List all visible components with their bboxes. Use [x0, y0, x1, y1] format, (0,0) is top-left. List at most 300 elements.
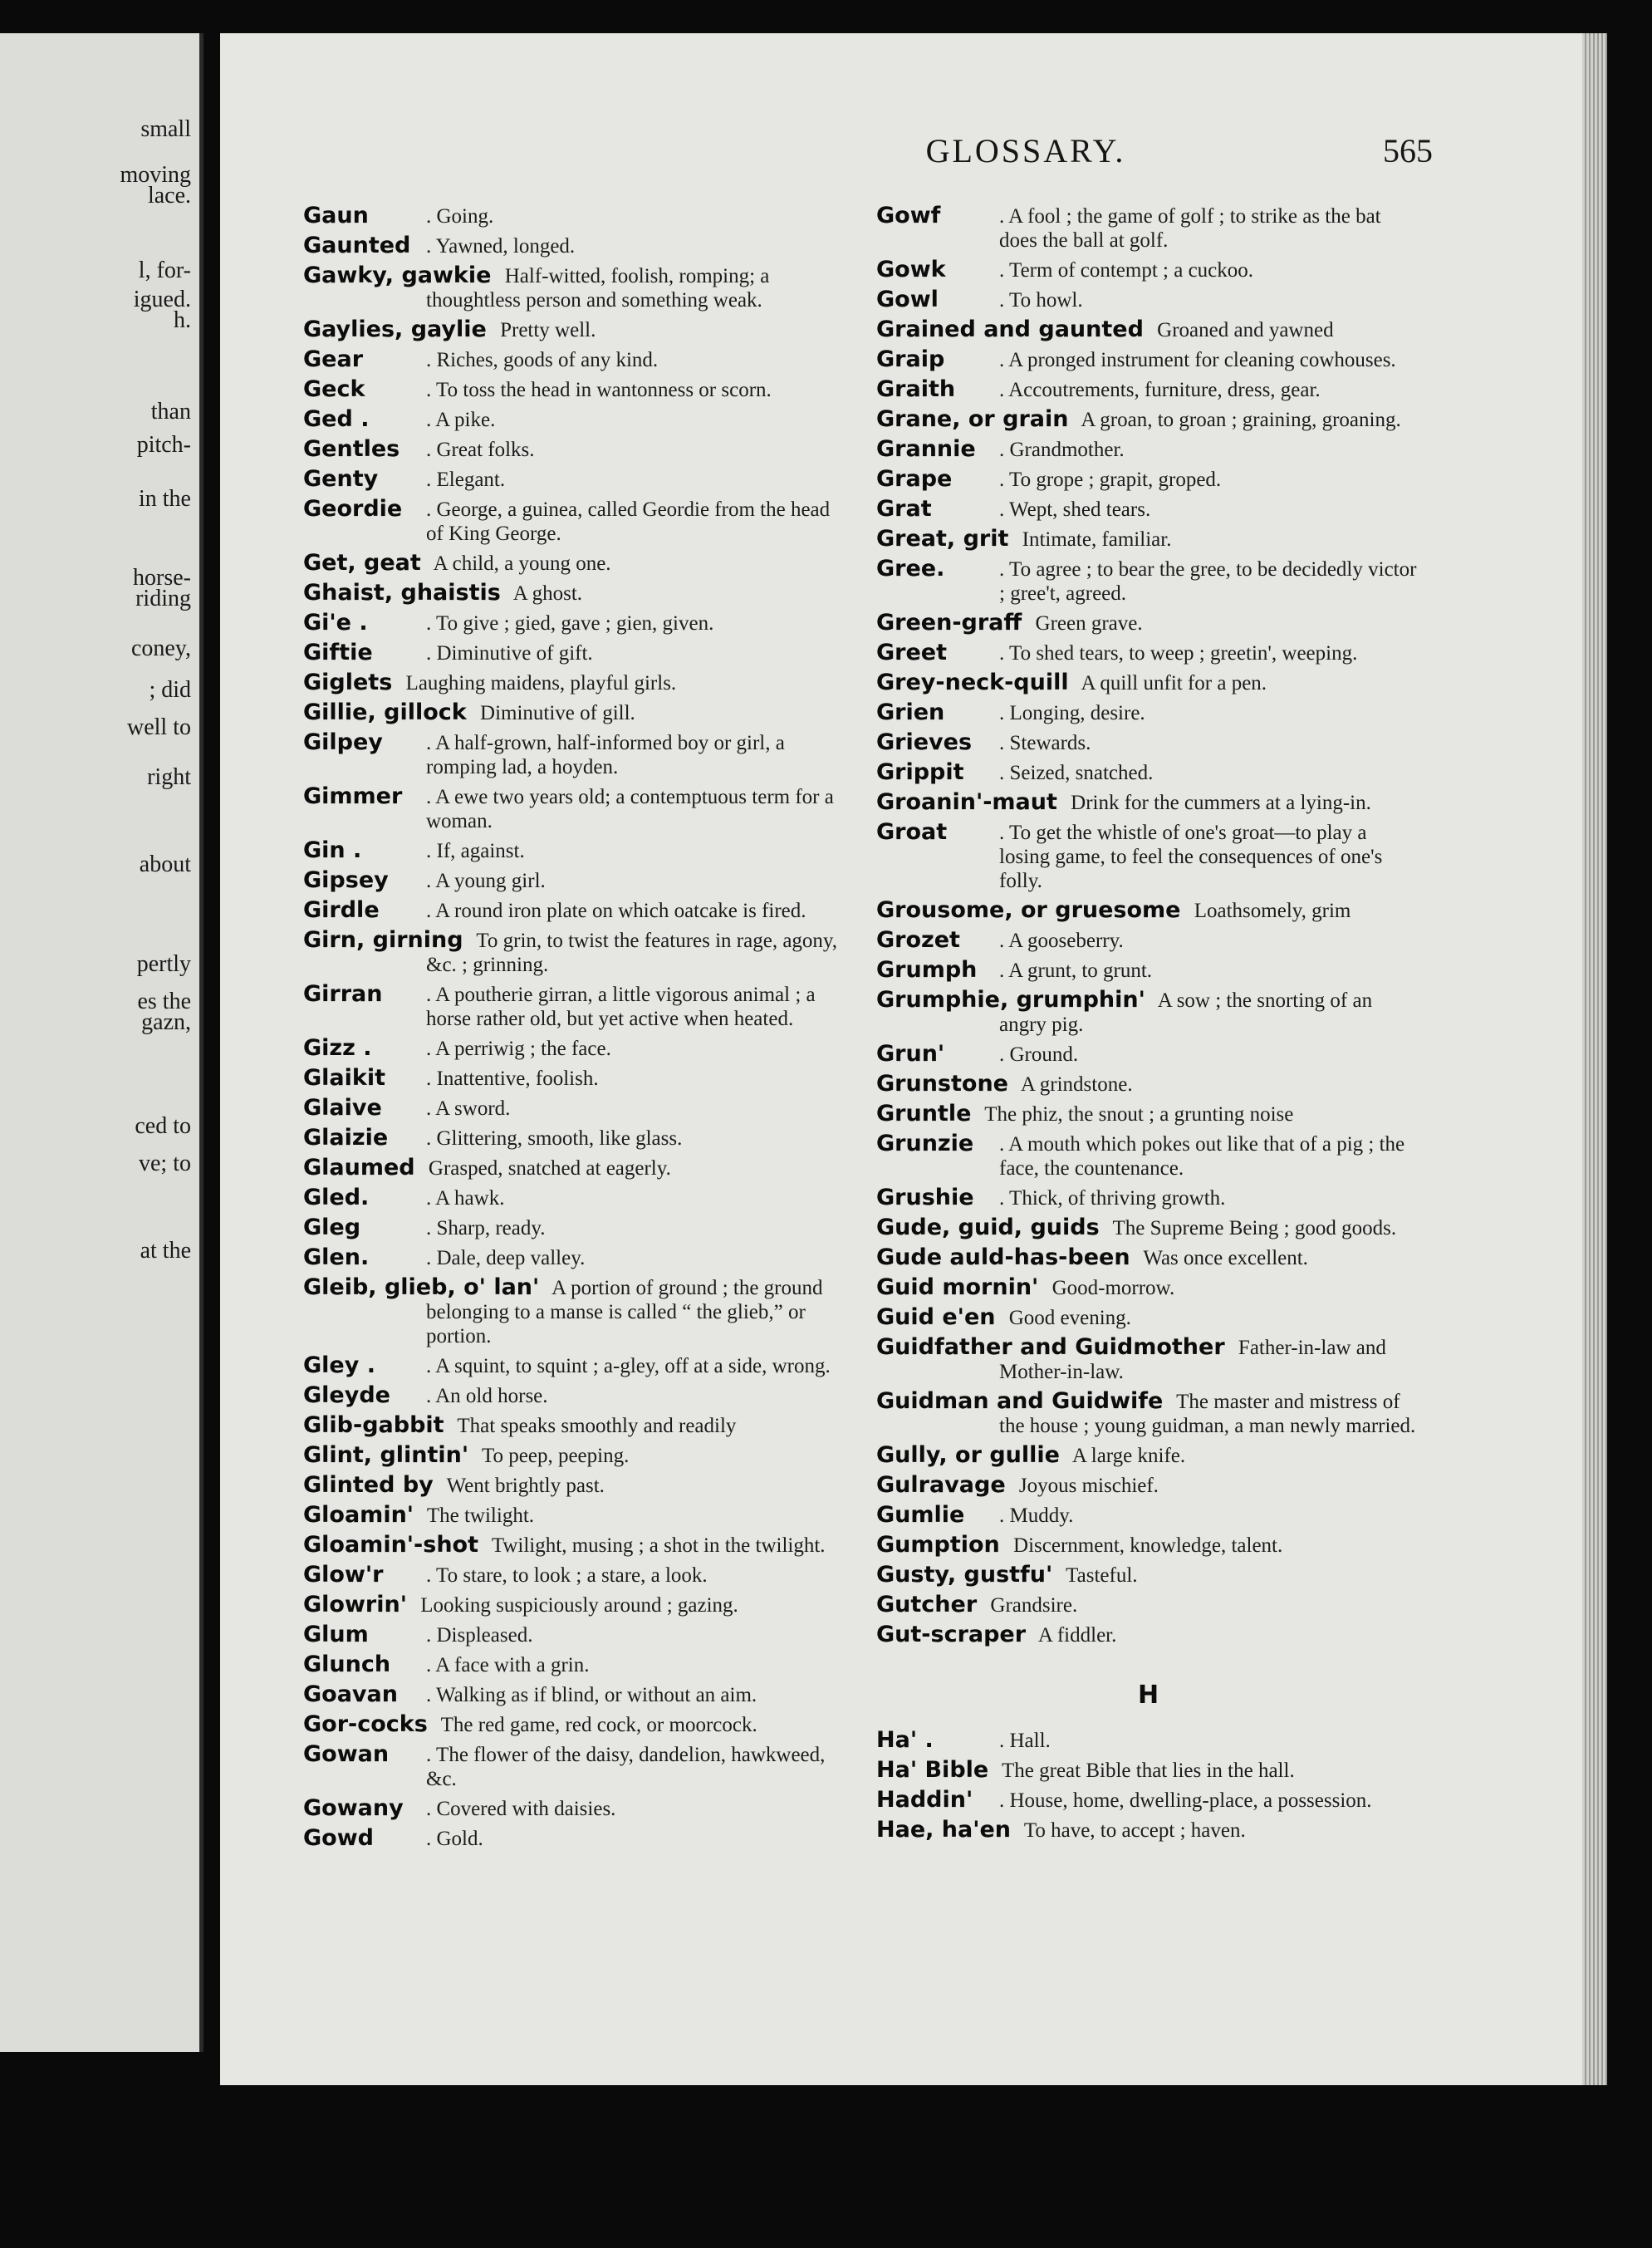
entry-headword: Grushie	[876, 1185, 974, 1210]
entry-headword: Graith	[876, 376, 956, 402]
facing-page-fragment: l, for-	[138, 258, 191, 283]
entry-headword: Grieves	[876, 729, 973, 755]
entry-headword: Glunch	[303, 1652, 391, 1677]
entry-headword: Gowf	[876, 203, 941, 228]
glossary-entry	[876, 1818, 1420, 1843]
glossary-entry	[303, 898, 847, 923]
glossary-entry	[876, 317, 1420, 342]
facing-page-fragment: about	[139, 852, 191, 877]
entry-definition: . Grandmother.	[999, 439, 1125, 461]
glossary-entry	[876, 437, 1420, 462]
entry-headword: Gloamin'	[303, 1502, 414, 1528]
entry-definition: . To grope ; grapit, groped.	[999, 469, 1222, 491]
glossary-entry	[303, 1275, 847, 1348]
entry-headword: Gowan	[303, 1741, 390, 1767]
glossary-entry	[303, 437, 847, 462]
entry-headword: Gleg	[303, 1215, 361, 1240]
entry-headword: Glowrin'	[303, 1592, 407, 1617]
entry-definition: . A mouth which pokes out like that of a pig ; the face, the countenance.	[999, 1133, 1405, 1180]
entry-definition: . Seized, snatched.	[999, 762, 1154, 784]
glossary-entry	[876, 611, 1420, 636]
entry-headword: Grunstone	[876, 1071, 1008, 1097]
entry-definition: . Sharp, ready.	[426, 1217, 546, 1239]
page-stack-edge	[1582, 33, 1607, 2085]
glossary-entry	[876, 760, 1420, 785]
glossary-entry	[876, 730, 1420, 755]
entry-headword: Grien	[876, 699, 945, 725]
glossary-entry	[876, 820, 1420, 893]
glossary-entry	[303, 347, 847, 372]
entry-headword: Grane, or grain	[876, 406, 1069, 432]
entry-definition: The twilight.	[422, 1504, 535, 1527]
entry-definition: . To agree ; to bear the gree, to be decidedly victor ; gree't, agreed.	[999, 558, 1417, 605]
entry-definition: . Diminutive of gift.	[426, 642, 593, 665]
entry-definition: . Hall.	[999, 1730, 1051, 1752]
entry-definition: The red game, red cock, or moorcock.	[435, 1714, 757, 1736]
entry-headword: Gizz .	[303, 1035, 372, 1061]
entry-headword: Girdle	[303, 897, 380, 923]
entry-definition: A ghost.	[508, 582, 583, 605]
entry-headword: Gleyde	[303, 1382, 390, 1408]
entry-headword: Gude auld-has-been	[876, 1244, 1130, 1270]
entry-definition: Discernment, knowledge, talent.	[1007, 1534, 1283, 1557]
entry-headword: Groat	[876, 819, 948, 845]
entry-definition: . To get the whistle of one's groat—to play a losing game, to feel the consequences of one's folly.	[999, 822, 1383, 892]
entry-definition: Laughing maidens, playful girls.	[400, 672, 677, 695]
entry-headword: Gipsey	[303, 867, 389, 893]
glossary-entry	[876, 1593, 1420, 1617]
entry-headword: Grun'	[876, 1041, 945, 1067]
glossary-entry	[303, 868, 847, 893]
entry-definition: A child, a young one.	[429, 552, 611, 575]
glossary-entry	[303, 611, 847, 636]
entry-headword: Guid mornin'	[876, 1274, 1039, 1300]
entry-definition: A sow ; the snorting of an angry pig.	[999, 989, 1373, 1036]
entry-headword: Grunzie	[876, 1131, 974, 1156]
glossary-entry	[876, 1245, 1420, 1270]
glossary-entry	[876, 258, 1420, 282]
glossary-entry	[303, 1826, 847, 1851]
glossary-entry	[876, 898, 1420, 923]
glossary-entry	[876, 1473, 1420, 1498]
glossary-entry	[876, 1563, 1420, 1588]
entry-headword: Girran	[303, 981, 383, 1007]
entry-definition: . To howl.	[999, 289, 1083, 312]
entry-definition: . A fool ; the game of golf ; to strike as the bat does the ball at golf.	[999, 205, 1381, 252]
entry-headword: Grippit	[876, 759, 964, 785]
facing-page-fragment: ced to	[135, 1113, 191, 1139]
entry-headword: Gut-scraper	[876, 1622, 1027, 1647]
glossary-entry	[303, 1126, 847, 1151]
glossary-page	[220, 33, 1599, 2085]
entry-headword: Geck	[303, 376, 365, 402]
entry-definition: Grasped, snatched at eagerly.	[423, 1157, 671, 1180]
facing-page-fragment: pitch-	[136, 432, 191, 458]
entry-definition: A quill unfit for a pen.	[1076, 672, 1267, 695]
entry-definition: . Covered with daisies.	[426, 1798, 616, 1820]
glossary-entry	[303, 263, 847, 312]
entry-definition: Diminutive of gill.	[474, 702, 635, 724]
facing-page-fragment: ve; to	[139, 1151, 191, 1176]
entry-definition: Grandsire.	[985, 1594, 1078, 1617]
entry-definition: Joyous mischief.	[1013, 1475, 1159, 1497]
facing-page-fragment: riding	[135, 586, 191, 611]
glossary-entry	[876, 1622, 1420, 1647]
facing-page-fragment: than	[150, 399, 191, 425]
entry-definition: . A young girl.	[426, 870, 546, 892]
entry-definition: . A sword.	[426, 1097, 511, 1120]
glossary-entry	[876, 1185, 1420, 1210]
entry-headword: Gumption	[876, 1532, 1000, 1558]
entry-headword: Grannie	[876, 436, 976, 462]
entry-definition: . Great folks.	[426, 439, 535, 461]
facing-page-fragment: h.	[174, 307, 191, 333]
facing-page-fragment: small	[140, 116, 191, 142]
entry-definition: That speaks smoothly and readily	[452, 1415, 737, 1437]
glossary-entry	[303, 838, 847, 863]
glossary-entry	[303, 1383, 847, 1408]
entry-definition: Good evening.	[1003, 1307, 1131, 1329]
entry-definition: Green grave.	[1030, 612, 1143, 635]
facing-page-fragment: lace.	[147, 183, 191, 209]
entry-headword: Glaizie	[303, 1125, 389, 1151]
glossary-entry	[303, 730, 847, 779]
entry-definition: . Thick, of thriving growth.	[999, 1187, 1226, 1210]
entry-headword: Haddin'	[876, 1787, 973, 1813]
glossary-entry	[876, 1102, 1420, 1126]
facing-page-fragment: es the	[137, 989, 191, 1014]
entry-definition: . A pronged instrument for cleaning cowhouses.	[999, 349, 1396, 371]
entry-headword: Get, geat	[303, 550, 421, 576]
entry-definition: . To toss the head in wantonness or scorn.	[426, 379, 772, 401]
glossary-entry	[303, 233, 847, 258]
entry-headword: Grumphie, grumphin'	[876, 987, 1145, 1013]
entry-headword: Gi'e .	[303, 610, 368, 636]
glossary-entry	[303, 1443, 847, 1468]
facing-page-edge	[0, 33, 203, 2052]
entry-definition: Half-witted, foolish, romping; a thoughtless person and something weak.	[426, 265, 770, 312]
glossary-entry	[876, 377, 1420, 402]
glossary-entry	[876, 1728, 1420, 1753]
entry-definition: . A pike.	[426, 409, 496, 431]
entry-definition: Looking suspiciously around ; gazing.	[414, 1594, 738, 1617]
glossary-entry	[876, 1443, 1420, 1468]
entry-headword: Ghaist, ghaistis	[303, 580, 501, 606]
entry-headword: Gin .	[303, 837, 362, 863]
glossary-column-left	[303, 204, 847, 1856]
entry-headword: Girn, girning	[303, 927, 463, 953]
entry-definition: The master and mistress of the house ; young guidman, a man newly married.	[999, 1391, 1416, 1437]
facing-page-fragment: in the	[139, 486, 191, 512]
entry-definition: . A perriwig ; the face.	[426, 1038, 611, 1060]
entry-headword: Grumph	[876, 957, 978, 983]
entry-definition: A fiddler.	[1034, 1624, 1117, 1647]
entry-definition: . Displeased.	[426, 1624, 533, 1647]
glossary-entry	[303, 641, 847, 665]
glossary-entry	[303, 784, 847, 833]
entry-definition: . A half-grown, half-informed boy or girl, a romping lad, a hoyden.	[426, 732, 785, 778]
entry-headword: Gulravage	[876, 1472, 1006, 1498]
glossary-entry	[876, 958, 1420, 983]
glossary-column-right	[876, 204, 1420, 1848]
glossary-entry	[303, 1353, 847, 1378]
entry-headword: Ha' Bible	[876, 1757, 989, 1783]
glossary-entry	[303, 407, 847, 432]
entry-definition: A grindstone.	[1016, 1073, 1133, 1096]
entry-headword: Glaumed	[303, 1155, 415, 1180]
glossary-entry	[876, 670, 1420, 695]
entry-headword: Groanin'-maut	[876, 789, 1057, 815]
entry-headword: Gaunted	[303, 233, 411, 258]
glossary-entry	[876, 467, 1420, 492]
entry-headword: Great, grit	[876, 526, 1009, 552]
entry-definition: Loathsomely, grim	[1189, 900, 1351, 922]
entry-headword: Glaive	[303, 1095, 382, 1121]
entry-headword: Giglets	[303, 670, 393, 695]
entry-definition: The great Bible that lies in the hall.	[997, 1760, 1295, 1782]
glossary-entry	[303, 1533, 847, 1558]
facing-page-fragment: horse-	[133, 565, 191, 591]
glossary-entry	[303, 1593, 847, 1617]
glossary-entry	[876, 1305, 1420, 1330]
entry-definition: . To give ; gied, gave ; gien, given.	[426, 612, 714, 635]
glossary-entry	[303, 1036, 847, 1061]
glossary-entry	[876, 1503, 1420, 1528]
entry-definition: The Supreme Being ; good goods.	[1107, 1217, 1397, 1239]
entry-headword: Green-graff	[876, 610, 1022, 636]
entry-headword: Gowd	[303, 1825, 374, 1851]
glossary-entry	[876, 928, 1420, 953]
entry-definition: Twilight, musing ; a shot in the twilight.	[487, 1534, 826, 1557]
glossary-entry	[303, 1215, 847, 1240]
entry-headword: Grozet	[876, 927, 960, 953]
entry-definition: . Accoutrements, furniture, dress, gear.	[999, 379, 1321, 401]
glossary-entry	[876, 287, 1420, 312]
glossary-entry	[876, 347, 1420, 372]
glossary-entry	[303, 928, 847, 977]
glossary-entry	[303, 1413, 847, 1438]
entry-headword: Gimmer	[303, 783, 403, 809]
glossary-entry	[303, 1622, 847, 1647]
entry-definition: . A round iron plate on which oatcake is fired.	[426, 900, 806, 922]
entry-headword: Goavan	[303, 1681, 398, 1707]
section-letter-heading: H	[1137, 1681, 1159, 1710]
glossary-entry	[303, 1096, 847, 1121]
glossary-entry	[303, 1503, 847, 1528]
entry-headword: Gude, guid, guids	[876, 1215, 1100, 1240]
entry-definition: . Inattentive, foolish.	[426, 1068, 599, 1090]
entry-headword: Glow'r	[303, 1562, 384, 1588]
entry-definition: . A poutherie girran, a little vigorous animal ; a horse rather old, but yet active when heated.	[426, 984, 816, 1030]
entry-definition: . Term of contempt ; a cuckoo.	[999, 259, 1254, 282]
entry-headword: Gilpey	[303, 729, 383, 755]
entry-definition: . Wept, shed tears.	[999, 498, 1151, 521]
glossary-entry	[303, 1796, 847, 1821]
entry-definition: Drink for the cummers at a lying-in.	[1065, 792, 1371, 814]
entry-definition: Went brightly past.	[441, 1475, 605, 1497]
entry-definition: To peep, peeping.	[477, 1445, 630, 1467]
facing-page-fragment: pertly	[136, 951, 191, 977]
glossary-entry	[303, 551, 847, 576]
page-title: GLOSSARY.	[925, 132, 1126, 169]
glossary-entry	[303, 1156, 847, 1180]
entry-headword: Gowany	[303, 1795, 404, 1821]
entry-definition: . Walking as if blind, or without an aim.	[426, 1684, 757, 1706]
glossary-entry	[303, 204, 847, 228]
glossary-entry	[303, 700, 847, 725]
entry-headword: Hae, ha'en	[876, 1817, 1012, 1843]
glossary-entry	[876, 1042, 1420, 1067]
entry-definition: . Dale, deep valley.	[426, 1247, 586, 1269]
glossary-entry	[303, 1742, 847, 1791]
glossary-entry	[876, 557, 1420, 606]
glossary-entry	[303, 982, 847, 1031]
glossary-entry	[876, 497, 1420, 522]
entry-definition: To grin, to twist the features in rage, agony, &c. ; grinning.	[426, 930, 838, 976]
entry-headword: Guidfather and Guidmother	[876, 1334, 1225, 1360]
entry-headword: Guidman and Guidwife	[876, 1388, 1164, 1414]
glossary-entry	[876, 1072, 1420, 1097]
entry-headword: Guid e'en	[876, 1304, 996, 1330]
entry-definition: The phiz, the snout ; a grunting noise	[979, 1103, 1294, 1126]
facing-page-fragment: moving	[120, 162, 191, 188]
entry-definition: . A face with a grin.	[426, 1654, 590, 1676]
entry-headword: Gley .	[303, 1352, 375, 1378]
glossary-entry	[876, 407, 1420, 432]
entry-definition: A portion of ground ; the ground belonging to a manse is called “ the glieb,” or portion.	[426, 1277, 823, 1347]
entry-headword: Genty	[303, 466, 379, 492]
entry-definition: . Muddy.	[999, 1504, 1074, 1527]
entry-definition: Groaned and yawned	[1151, 319, 1334, 341]
entry-headword: Grained and gaunted	[876, 317, 1144, 342]
glossary-entry	[876, 790, 1420, 815]
entry-definition: Was once excellent.	[1138, 1247, 1308, 1269]
entry-definition: . Ground.	[999, 1043, 1079, 1066]
facing-page-fragment: well to	[127, 714, 191, 740]
entry-headword: Gor-cocks	[303, 1711, 428, 1737]
entry-headword: Gillie, gillock	[303, 699, 467, 725]
glossary-entry	[876, 527, 1420, 552]
glossary-entry	[876, 1215, 1420, 1240]
entry-definition: Tasteful.	[1061, 1564, 1138, 1587]
glossary-entry	[303, 581, 847, 606]
facing-page-fragment: ; did	[149, 677, 191, 703]
entry-headword: Grousome, or gruesome	[876, 897, 1181, 923]
glossary-entry	[303, 1185, 847, 1210]
entry-headword: Glen.	[303, 1244, 370, 1270]
entry-definition: . Elegant.	[426, 469, 506, 491]
glossary-h-entries	[876, 1728, 1420, 1843]
entry-definition: . A gooseberry.	[999, 930, 1124, 952]
glossary-entry	[303, 1563, 847, 1588]
entry-headword: Grat	[876, 496, 932, 522]
entry-headword: Gumlie	[876, 1502, 965, 1528]
facing-page-fragment: igued.	[133, 287, 191, 312]
entry-headword: Glib-gabbit	[303, 1412, 444, 1438]
glossary-entry	[876, 1533, 1420, 1558]
entry-definition: . Glittering, smooth, like glass.	[426, 1127, 683, 1150]
entry-headword: Gowk	[876, 257, 946, 282]
entry-headword: Graip	[876, 346, 945, 372]
glossary-entry	[876, 1131, 1420, 1180]
entry-definition: Father-in-law and Mother-in-law.	[999, 1337, 1386, 1383]
entry-definition: . If, against.	[426, 840, 525, 862]
entry-headword: Gawky, gawkie	[303, 263, 492, 288]
entry-definition: . Longing, desire.	[999, 702, 1145, 724]
facing-page-fragment: gazn,	[141, 1009, 191, 1035]
entry-headword: Grey-neck-quill	[876, 670, 1069, 695]
glossary-entry	[303, 1245, 847, 1270]
glossary-entry	[303, 1066, 847, 1091]
entry-headword: Gutcher	[876, 1592, 978, 1617]
glossary-entry	[876, 204, 1420, 253]
glossary-entry	[876, 1275, 1420, 1300]
entry-definition: . Yawned, longed.	[426, 235, 576, 258]
entry-definition: . A squint, to squint ; a-gley, off at a side, wrong.	[426, 1355, 831, 1377]
entry-headword: Gree.	[876, 556, 945, 582]
entry-headword: Greet	[876, 640, 948, 665]
facing-page-fragment: right	[147, 764, 191, 790]
entry-definition: . The flower of the daisy, dandelion, hawkweed, &c.	[426, 1744, 826, 1790]
glossary-entry	[303, 1652, 847, 1677]
entry-definition: . An old horse.	[426, 1385, 548, 1407]
glossary-entry	[876, 1389, 1420, 1438]
glossary-entry	[876, 700, 1420, 725]
glossary-entry	[876, 1758, 1420, 1783]
entry-headword: Ged .	[303, 406, 370, 432]
entry-definition: . A ewe two years old; a contemptuous term for a woman.	[426, 786, 834, 832]
entry-definition: . George, a guinea, called Geordie from the head of King George.	[426, 498, 831, 545]
entry-definition: A large knife.	[1067, 1445, 1186, 1467]
entry-definition: . A grunt, to grunt.	[999, 960, 1153, 982]
entry-headword: Gaylies, gaylie	[303, 317, 487, 342]
entry-headword: Glinted by	[303, 1472, 434, 1498]
facing-page-fragment: at the	[140, 1238, 191, 1264]
entry-definition: To have, to accept ; haven.	[1019, 1819, 1246, 1842]
glossary-entry	[876, 641, 1420, 665]
entry-definition: . Riches, goods of any kind.	[426, 349, 659, 371]
glossary-entry	[303, 377, 847, 402]
entry-definition: . To stare, to look ; a stare, a look.	[426, 1564, 708, 1587]
entry-definition: . A hawk.	[426, 1187, 505, 1210]
entry-headword: Glaikit	[303, 1065, 386, 1091]
entry-definition: . Stewards.	[999, 732, 1091, 754]
entry-headword: Gusty, gustfu'	[876, 1562, 1053, 1588]
entry-headword: Geordie	[303, 496, 403, 522]
glossary-entry	[303, 467, 847, 492]
entry-definition: Intimate, familiar.	[1017, 528, 1172, 551]
glossary-entry	[303, 1473, 847, 1498]
entry-headword: Glint, glintin'	[303, 1442, 469, 1468]
entry-headword: Glum	[303, 1622, 369, 1647]
entry-definition: . Going.	[426, 205, 494, 228]
glossary-entry	[876, 1788, 1420, 1813]
glossary-entry	[303, 317, 847, 342]
glossary-entry	[303, 670, 847, 695]
glossary-g-entries	[876, 204, 1420, 1647]
facing-page-fragment: coney,	[130, 636, 191, 661]
entry-definition: Good-morrow.	[1047, 1277, 1175, 1299]
entry-headword: Giftie	[303, 640, 373, 665]
entry-definition: Pretty well.	[494, 319, 596, 341]
entry-headword: Gear	[303, 346, 364, 372]
entry-definition: A groan, to groan ; graining, groaning.	[1076, 409, 1401, 431]
entry-headword: Gully, or gullie	[876, 1442, 1060, 1468]
glossary-entry	[303, 497, 847, 546]
entry-headword: Gowl	[876, 287, 939, 312]
page-number: 565	[1383, 132, 1433, 169]
entry-headword: Gaun	[303, 203, 369, 228]
